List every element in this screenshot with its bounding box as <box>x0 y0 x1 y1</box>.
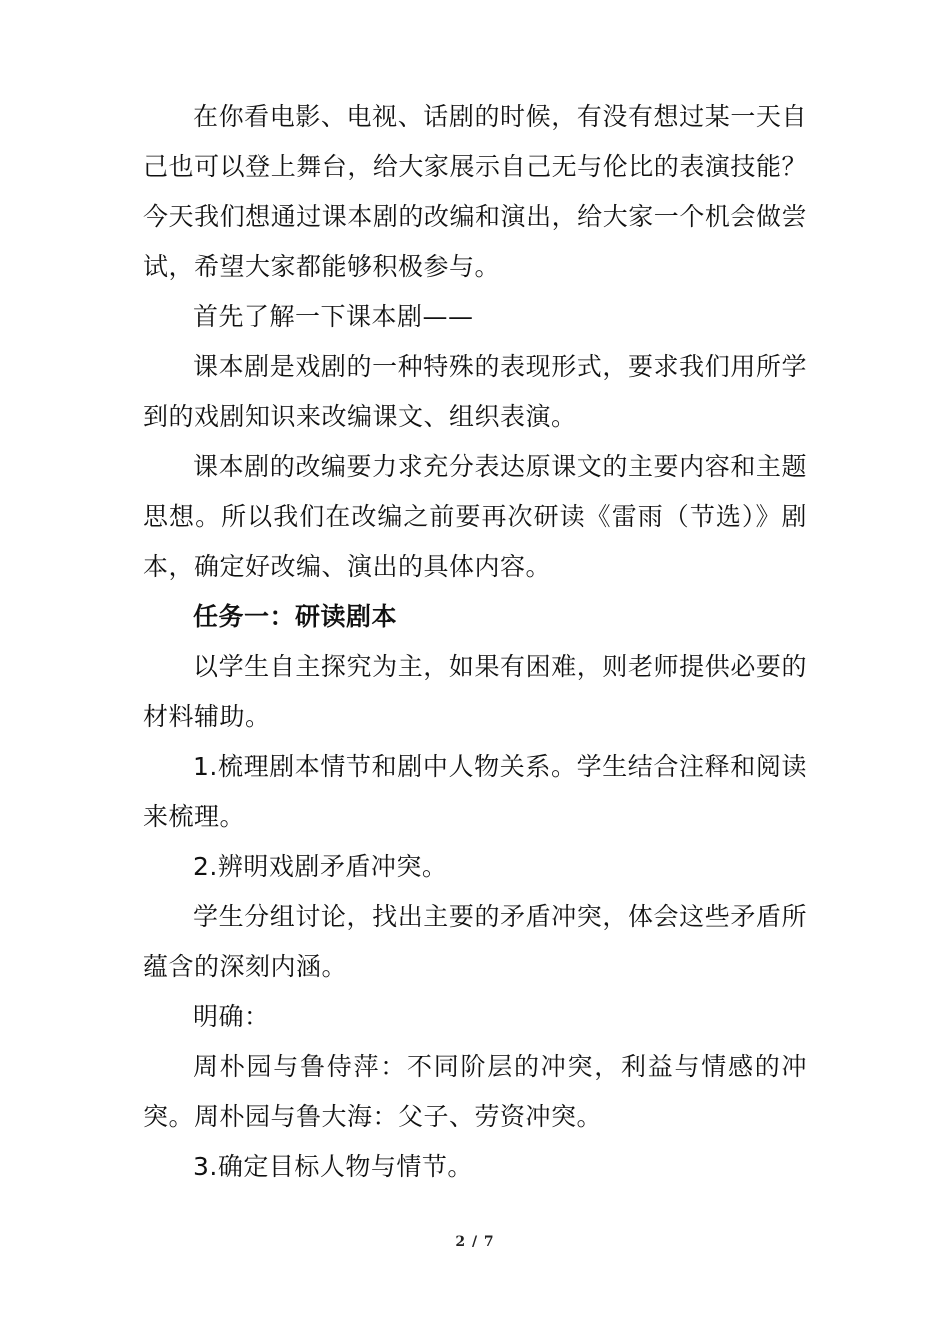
paragraph-intro: 在你看电影、电视、话剧的时候，有没有想过某一天自己也可以登上舞台，给大家展示自己无与伦比的表演技能？今天我们想通过课本剧的改编和演出，给大家一个机会做尝试，希望大家都能够积极参与。 <box>143 102 807 281</box>
document-body <box>143 92 807 1192</box>
paragraph-conflicts: 周朴园与鲁侍萍：不同阶层的冲突，利益与情感的冲突。周朴园与鲁大海：父子、劳资冲突。 <box>143 1052 807 1131</box>
list-item-3: 3.确定目标人物与情节。 <box>193 1152 473 1181</box>
section-heading-task-one: 任务一：研读剧本 <box>193 602 398 631</box>
list-item-2: 2.辨明戏剧矛盾冲突。 <box>193 852 448 881</box>
paragraph-lead-in: 首先了解一下课本剧—— <box>193 302 474 331</box>
paragraph-clarify-label: 明确： <box>193 1002 270 1031</box>
paragraph-adaptation: 课本剧的改编要力求充分表达原课文的主要内容和主题思想。所以我们在改编之前要再次研读《雷雨（节选）》剧本，确定好改编、演出的具体内容。 <box>143 452 807 581</box>
paragraph-method: 以学生自主探究为主，如果有困难，则老师提供必要的材料辅助。 <box>143 652 807 731</box>
paragraph-discussion: 学生分组讨论，找出主要的矛盾冲突，体会这些矛盾所蕴含的深刻内涵。 <box>143 902 807 981</box>
page-number: 2 / 7 <box>455 1234 495 1250</box>
list-item-1: 1.梳理剧本情节和剧中人物关系。学生结合注释和阅读来梳理。 <box>143 752 807 831</box>
paragraph-definition: 课本剧是戏剧的一种特殊的表现形式，要求我们用所学到的戏剧知识来改编课文、组织表演。 <box>143 352 807 431</box>
